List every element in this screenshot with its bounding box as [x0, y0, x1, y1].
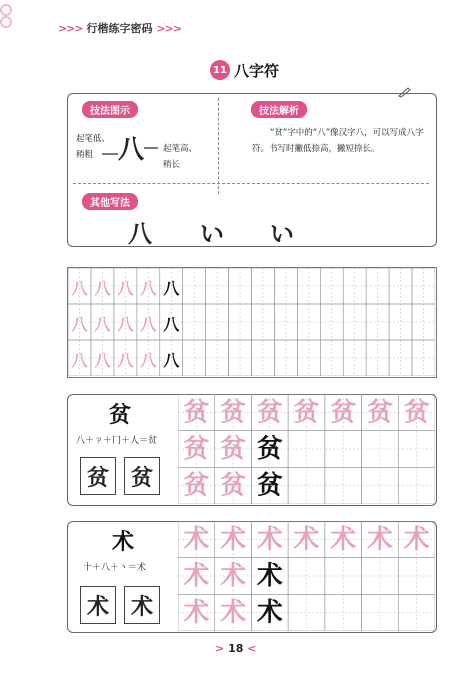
- trace-character: 术: [403, 524, 430, 555]
- trace-character: 贫: [220, 434, 246, 465]
- block-shu-grid: [178, 521, 437, 633]
- trace-character: 术: [220, 524, 246, 555]
- trace-character: 术: [220, 597, 246, 628]
- note-left-line1: 起笔低、: [76, 134, 111, 144]
- trace-character: 贫: [183, 434, 210, 465]
- practice-grid-svg: [178, 521, 435, 631]
- block-pin-sample-2: 贫: [130, 464, 153, 491]
- trace-character: 术: [367, 524, 393, 555]
- note-right-line1: 起笔高、: [163, 144, 198, 154]
- page-chevron-right: <: [247, 642, 257, 655]
- trace-character: 贫: [220, 470, 246, 501]
- trace-character: 八: [117, 278, 134, 298]
- block-shu-sample-box-2: [124, 586, 160, 624]
- variant-1: 八: [128, 219, 152, 248]
- note-right: [163, 143, 197, 171]
- variant-3: い: [270, 219, 294, 248]
- trace-character: 八: [140, 314, 157, 334]
- trace-character: 八: [140, 350, 157, 370]
- note-left-line2: 稍粗: [76, 150, 94, 160]
- header-chevrons-right: >>>: [156, 22, 181, 35]
- ink-character: 贫: [256, 434, 283, 465]
- other-styles-label: 其他写法: [82, 193, 138, 210]
- trace-character: 贫: [403, 397, 430, 428]
- ink-character: 八: [163, 350, 180, 370]
- block-pin-sample-box-1: [80, 457, 116, 495]
- trace-character: 术: [183, 597, 210, 628]
- variant-2: い: [200, 219, 224, 248]
- ink-character: 贫: [256, 470, 283, 501]
- trace-character: 贫: [293, 397, 320, 428]
- header-chevrons-left: >>>: [58, 22, 83, 35]
- trace-character: 术: [256, 524, 283, 555]
- corner-decoration-icon: [0, 0, 22, 32]
- trace-character: 贫: [183, 470, 210, 501]
- trace-character: 贫: [367, 397, 393, 428]
- trace-character: 八: [117, 314, 134, 334]
- header-title: 行楷练字密码: [86, 22, 153, 35]
- running-header: [58, 20, 181, 36]
- block-shu-formula: 十＋八＋丶＝术: [83, 563, 147, 573]
- section-divider-horizontal: [73, 183, 429, 184]
- block-shu-sample-2: 术: [130, 593, 153, 620]
- trace-character: 八: [140, 278, 157, 298]
- trace-character: 术: [183, 561, 210, 592]
- practice-grid-svg: [68, 268, 435, 376]
- lesson-name: 八字符: [234, 61, 280, 80]
- trace-character: 八: [71, 278, 88, 298]
- technique-explanation: “贫”字中的“八”像汉字八，可以写成八字符。书写时撇低捺高，撇短捺长。: [252, 128, 424, 154]
- trace-character: 术: [330, 524, 357, 555]
- block-shu-sample-1: 术: [86, 593, 109, 620]
- ink-character: 八: [163, 278, 180, 298]
- trace-character: 八: [94, 278, 111, 298]
- page-number: [215, 642, 256, 655]
- block-pin-grid: [178, 394, 437, 506]
- trace-character: 八: [71, 350, 88, 370]
- trace-character: 术: [220, 561, 246, 592]
- block-pin-sample-box-2: [124, 457, 160, 495]
- practice-grid-svg: [178, 394, 435, 504]
- trace-character: 贫: [330, 397, 357, 428]
- trace-character: 八: [94, 314, 111, 334]
- block-pin-sample-1: 贫: [86, 464, 109, 491]
- diagram-label: 技法图示: [82, 101, 138, 118]
- note-right-line2: 稍长: [163, 160, 181, 170]
- lesson-title: [210, 59, 279, 81]
- page-number-value: 18: [228, 642, 244, 655]
- trace-character: 八: [71, 314, 88, 334]
- demo-character: 八: [118, 135, 145, 165]
- page-chevron-left: >: [215, 642, 225, 655]
- ink-character: 术: [256, 561, 283, 592]
- trace-character: 贫: [220, 397, 246, 428]
- trace-character: 术: [293, 524, 320, 555]
- trace-character: 术: [183, 524, 210, 555]
- practice-grid: [67, 267, 437, 378]
- block-pin-formula: 八＋ㄗ＋冂＋人＝贫: [76, 436, 158, 446]
- trace-character: 八: [94, 350, 111, 370]
- block-pin-character: 贫: [109, 402, 132, 428]
- analysis-label: 技法解析: [251, 101, 307, 118]
- trace-character: 八: [117, 350, 134, 370]
- block-shu-sample-box-1: [80, 586, 116, 624]
- ink-character: 八: [163, 314, 180, 334]
- block-shu-character: 术: [112, 529, 135, 555]
- trace-character: 贫: [183, 397, 210, 428]
- lesson-number-badge: 11: [210, 60, 230, 80]
- ink-character: 术: [256, 597, 283, 628]
- section-divider: [218, 98, 219, 194]
- trace-character: 贫: [256, 397, 283, 428]
